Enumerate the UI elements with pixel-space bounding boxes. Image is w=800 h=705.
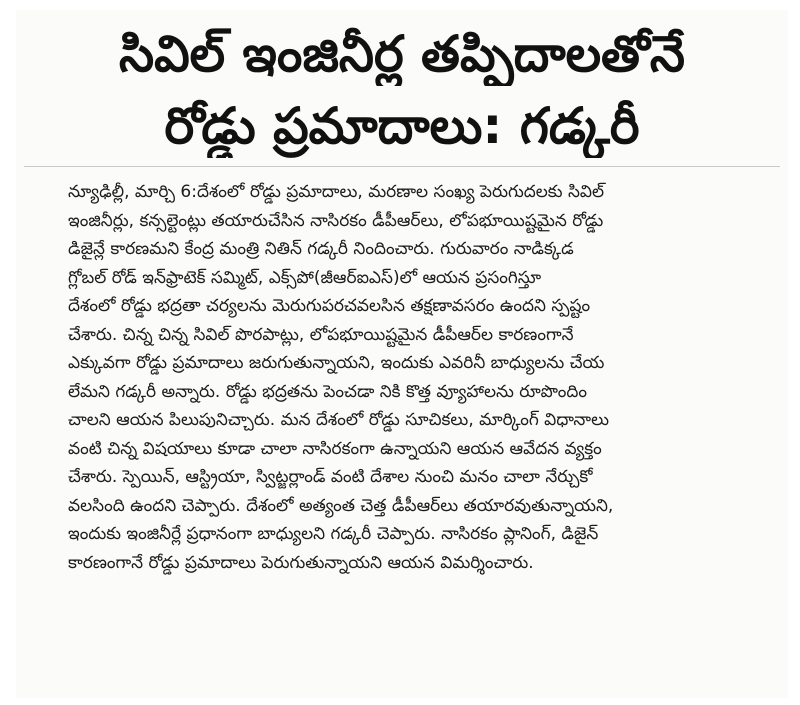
article-line-9: చాలని ఆయన పిలుపునిచ్చారు. మన దేశంలో రోడ్డు సూచికలు, మార్కింగ్ విధానాలు — [68, 410, 610, 430]
article-line-2: ఇంజినీర్లు, కన్సల్టెంట్లు తయారుచేసిన నాసిరకం డీపీఆర్‌లు, లోపభూయిష్టమైన రోడ్డు — [68, 210, 604, 231]
article-line-11: చేశారు. స్పెయిన్, ఆస్ట్రియా, స్విట్జర్లాండ్ వంటి దేశాల నుంచి మనం చాలా నేర్చుకో — [68, 467, 593, 487]
article-line-7: ఎక్కువగా రోడ్డు ప్రమాదాలు జరుగుతున్నాయని, ఇందుకు ఎవరినీ బాధ్యులను చేయ — [68, 353, 605, 373]
article-line-4: గ్లోబల్ రోడ్ ఇన్‌ఫ్రాటెక్ సమ్మిట్, ఎక్స్‌పో(జీఆర్ఐఎస్)లో ఆయన ప్రసంగిస్తూ — [68, 267, 542, 288]
article-line-8: లేమని గడ్కరీ అన్నారు. రోడ్డు భద్రతను పెంచడా నికి కొత్త వ్యూహాలను రూపొందిం — [68, 381, 588, 402]
article-line-14: కారణంగానే రోడ్డు ప్రమాదాలు పెరుగుతున్నాయని ఆయన విమర్శించారు. — [68, 552, 534, 573]
article-line-13: ఇందుకు ఇంజినీర్లే ప్రధానంగా బాధ్యులని గడ్కరీ చెప్పారు. నాసిరకం ప్లానింగ్, డిజైన్ — [68, 524, 599, 544]
article-body — [68, 178, 768, 577]
article-line-12: వలసింది ఉందని చెప్పారు. దేశంలో అత్యంత చెత్త డీపీఆర్‌లు తయారవుతున్నాయని, — [68, 495, 614, 516]
article-line-10: వంటి చిన్న విషయాలు కూడా చాలా నాసిరకంగా ఉన్నాయని ఆయన ఆవేదన వ్యక్తం — [68, 438, 602, 459]
article-line-5: దేశంలో రోడ్డు భద్రతా చర్యలను మెరుగుపరచవలసిన తక్షణావసరం ఉందని స్పష్టం — [68, 296, 591, 316]
headline-line-2: రోడ్డు ప్రమాదాలు: గడ్కరీ — [164, 97, 640, 155]
article-line-6: చేశారు. చిన్న చిన్న సివిల్ పొరపాట్లు, లోపభూయిష్టమైన డీపీఆర్‌ల కారణంగానే — [68, 324, 574, 345]
headline-divider — [24, 166, 780, 167]
article-line-3: డిజైన్లే కారణమని కేంద్ర మంత్రి నితిన్ గడ్కరీ నిందించారు. గురువారం నాడిక్కడ — [68, 239, 574, 259]
news-clipping — [16, 10, 788, 698]
article-line-1: న్యూఢిల్లీ, మార్చి 6:దేశంలో రోడ్డు ప్రమాదాలు, మరణాల సంఖ్య పెరుగుదలకు సివిల్ — [68, 182, 605, 202]
headline-line-1: సివిల్ ఇంజినీర్ల తప్పిదాలతోనే — [119, 25, 685, 83]
